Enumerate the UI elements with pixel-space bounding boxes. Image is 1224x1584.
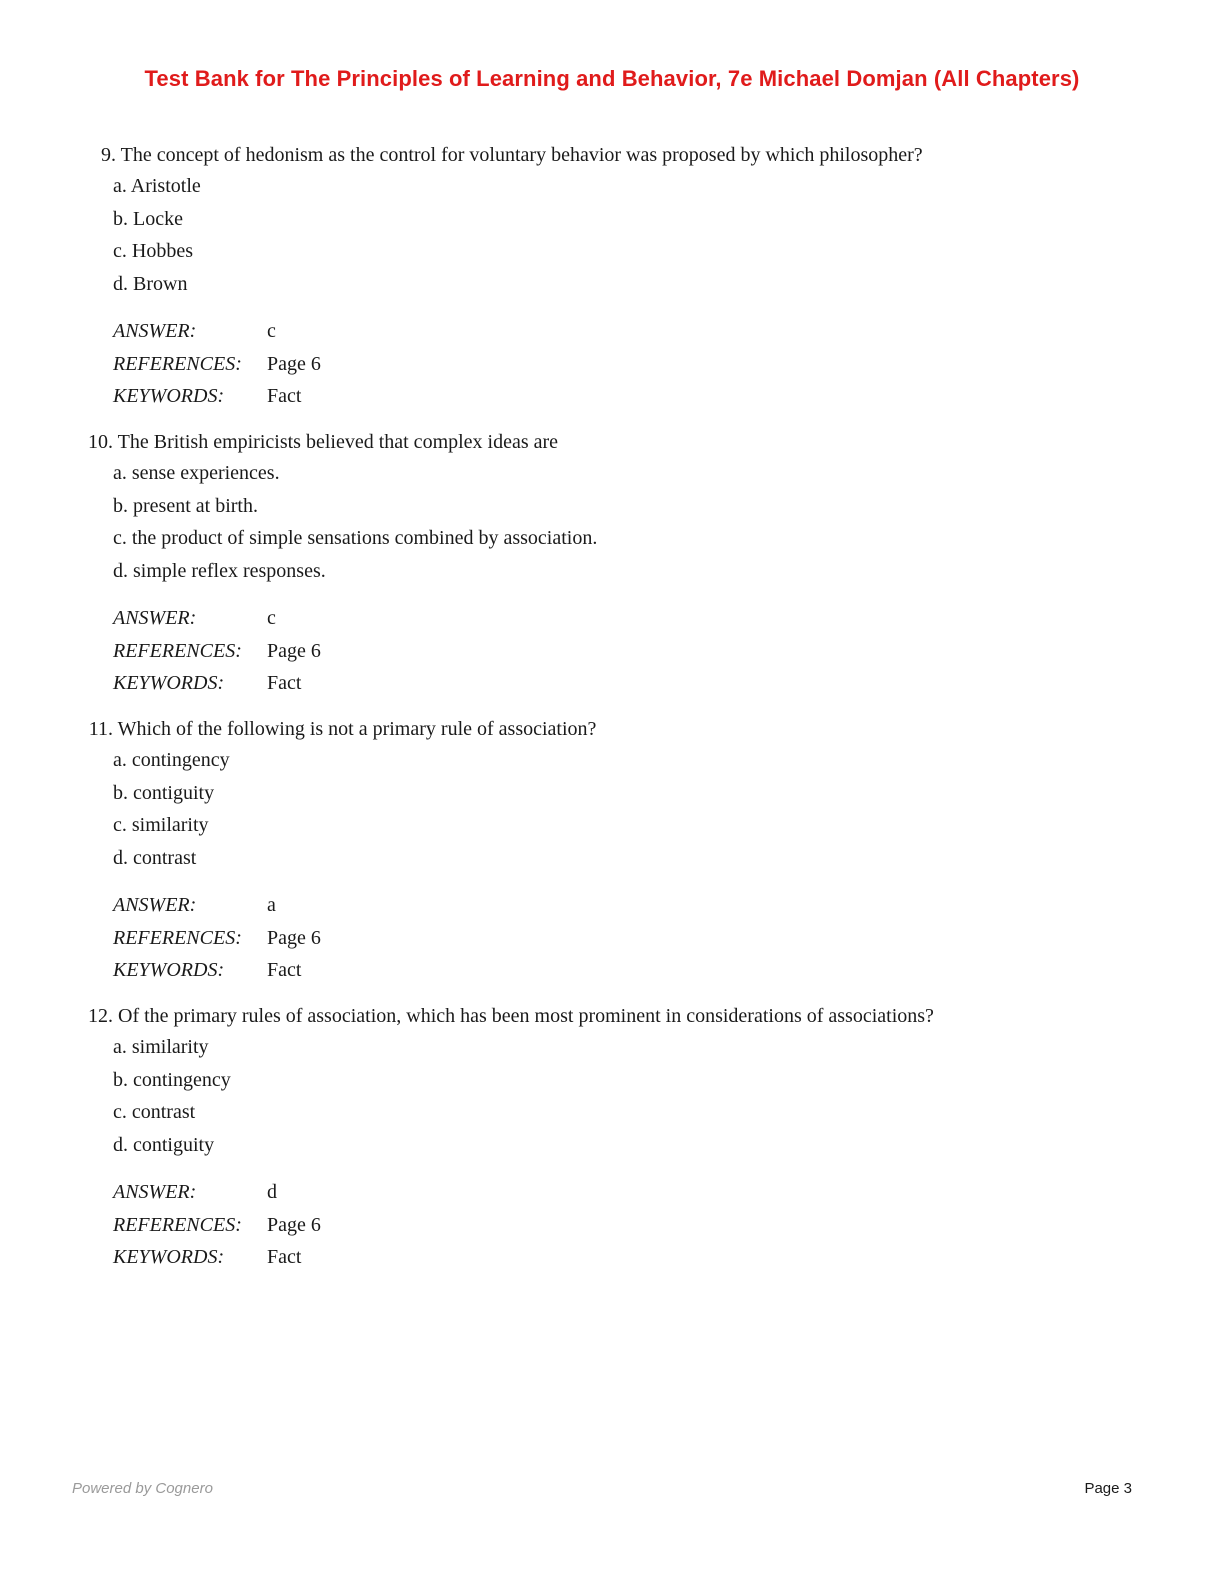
question-text: Which of the following is not a primary rule of association?: [117, 718, 597, 740]
keywords-label: KEYWORDS:: [113, 959, 225, 982]
references-label: REFERENCES:: [113, 1213, 242, 1236]
answer-metadata: [113, 1177, 321, 1275]
question-stem: [78, 714, 596, 744]
answer-row: [113, 316, 321, 349]
question-item: [0, 1001, 1224, 1288]
answer-label: ANSWER:: [113, 607, 197, 629]
choice-item: b. Locke: [113, 207, 183, 230]
keywords-label: KEYWORDS:: [113, 385, 225, 408]
keywords-value: Fact: [267, 959, 302, 982]
answer-row: [113, 603, 321, 636]
keywords-value: Fact: [267, 385, 302, 408]
references-value: Page 6: [267, 639, 321, 662]
choice-item: a. similarity: [113, 1036, 209, 1058]
keywords-label: KEYWORDS:: [113, 1246, 225, 1269]
answer-metadata: [113, 316, 321, 414]
question-item: [0, 427, 1224, 714]
question-number: 9.: [101, 144, 116, 166]
answer-row: [113, 890, 321, 923]
answer-label: ANSWER:: [113, 894, 197, 916]
references-row: [113, 1210, 321, 1243]
references-label: REFERENCES:: [113, 639, 242, 662]
keywords-value: Fact: [267, 672, 302, 695]
answer-value: d: [267, 1181, 277, 1203]
keywords-row: [113, 668, 321, 701]
choice-item: c. Hobbes: [113, 240, 193, 263]
choice-item: b. present at birth.: [113, 494, 258, 517]
choice-item: d. contrast: [113, 847, 197, 870]
references-value: Page 6: [267, 352, 321, 375]
answer-value: c: [267, 320, 276, 342]
choice-list: [113, 458, 597, 589]
keywords-row: [113, 1242, 321, 1275]
choice-item: a. Aristotle: [113, 175, 201, 197]
answer-metadata: [113, 603, 321, 701]
question-number: 11.: [88, 718, 113, 740]
choice-item: a. sense experiences.: [113, 462, 280, 484]
references-row: [113, 636, 321, 669]
powered-by-footer: Powered by Cognero: [72, 1480, 213, 1497]
question-stem: [78, 140, 923, 170]
question-list: [0, 140, 1224, 1288]
choice-item: b. contingency: [113, 1068, 231, 1091]
question-number: 10.: [88, 431, 113, 453]
choice-list: [113, 1032, 231, 1163]
question-text: The concept of hedonism as the control for voluntary behavior was proposed by which philosopher?: [120, 144, 923, 166]
keywords-row: [113, 381, 321, 414]
choice-item: c. the product of simple sensations combined by association.: [113, 527, 598, 550]
references-value: Page 6: [267, 1213, 321, 1236]
choice-item: b. contiguity: [113, 781, 215, 804]
references-label: REFERENCES:: [113, 926, 242, 949]
choice-item: a. contingency: [113, 749, 230, 771]
question-number: 12.: [88, 1005, 113, 1027]
keywords-value: Fact: [267, 1246, 302, 1269]
choice-list: [113, 171, 201, 302]
choice-item: c. similarity: [113, 814, 209, 837]
question-item: [0, 714, 1224, 1001]
answer-value: a: [267, 894, 276, 916]
choice-item: c. contrast: [113, 1101, 196, 1124]
choice-item: d. Brown: [113, 273, 188, 296]
answer-label: ANSWER:: [113, 320, 197, 342]
question-text: Of the primary rules of association, which has been most prominent in considerations of associations?: [118, 1005, 934, 1027]
document-title: Test Bank for The Principles of Learning and Behavior, 7e Michael Domjan (All Chapters): [144, 66, 1080, 91]
question-stem: [78, 1001, 934, 1031]
answer-row: [113, 1177, 321, 1210]
question-item: [0, 140, 1224, 427]
choice-list: [113, 745, 230, 876]
answer-value: c: [267, 607, 276, 629]
question-stem: [78, 427, 558, 457]
references-label: REFERENCES:: [113, 352, 242, 375]
question-text: The British empiricists believed that complex ideas are: [117, 431, 559, 453]
answer-metadata: [113, 890, 321, 988]
keywords-label: KEYWORDS:: [113, 672, 225, 695]
keywords-row: [113, 955, 321, 988]
references-row: [113, 923, 321, 956]
choice-item: d. simple reflex responses.: [113, 560, 326, 583]
references-value: Page 6: [267, 926, 321, 949]
page-number: Page 3: [1084, 1480, 1132, 1497]
references-row: [113, 349, 321, 382]
answer-label: ANSWER:: [113, 1181, 197, 1203]
choice-item: d. contiguity: [113, 1134, 215, 1157]
